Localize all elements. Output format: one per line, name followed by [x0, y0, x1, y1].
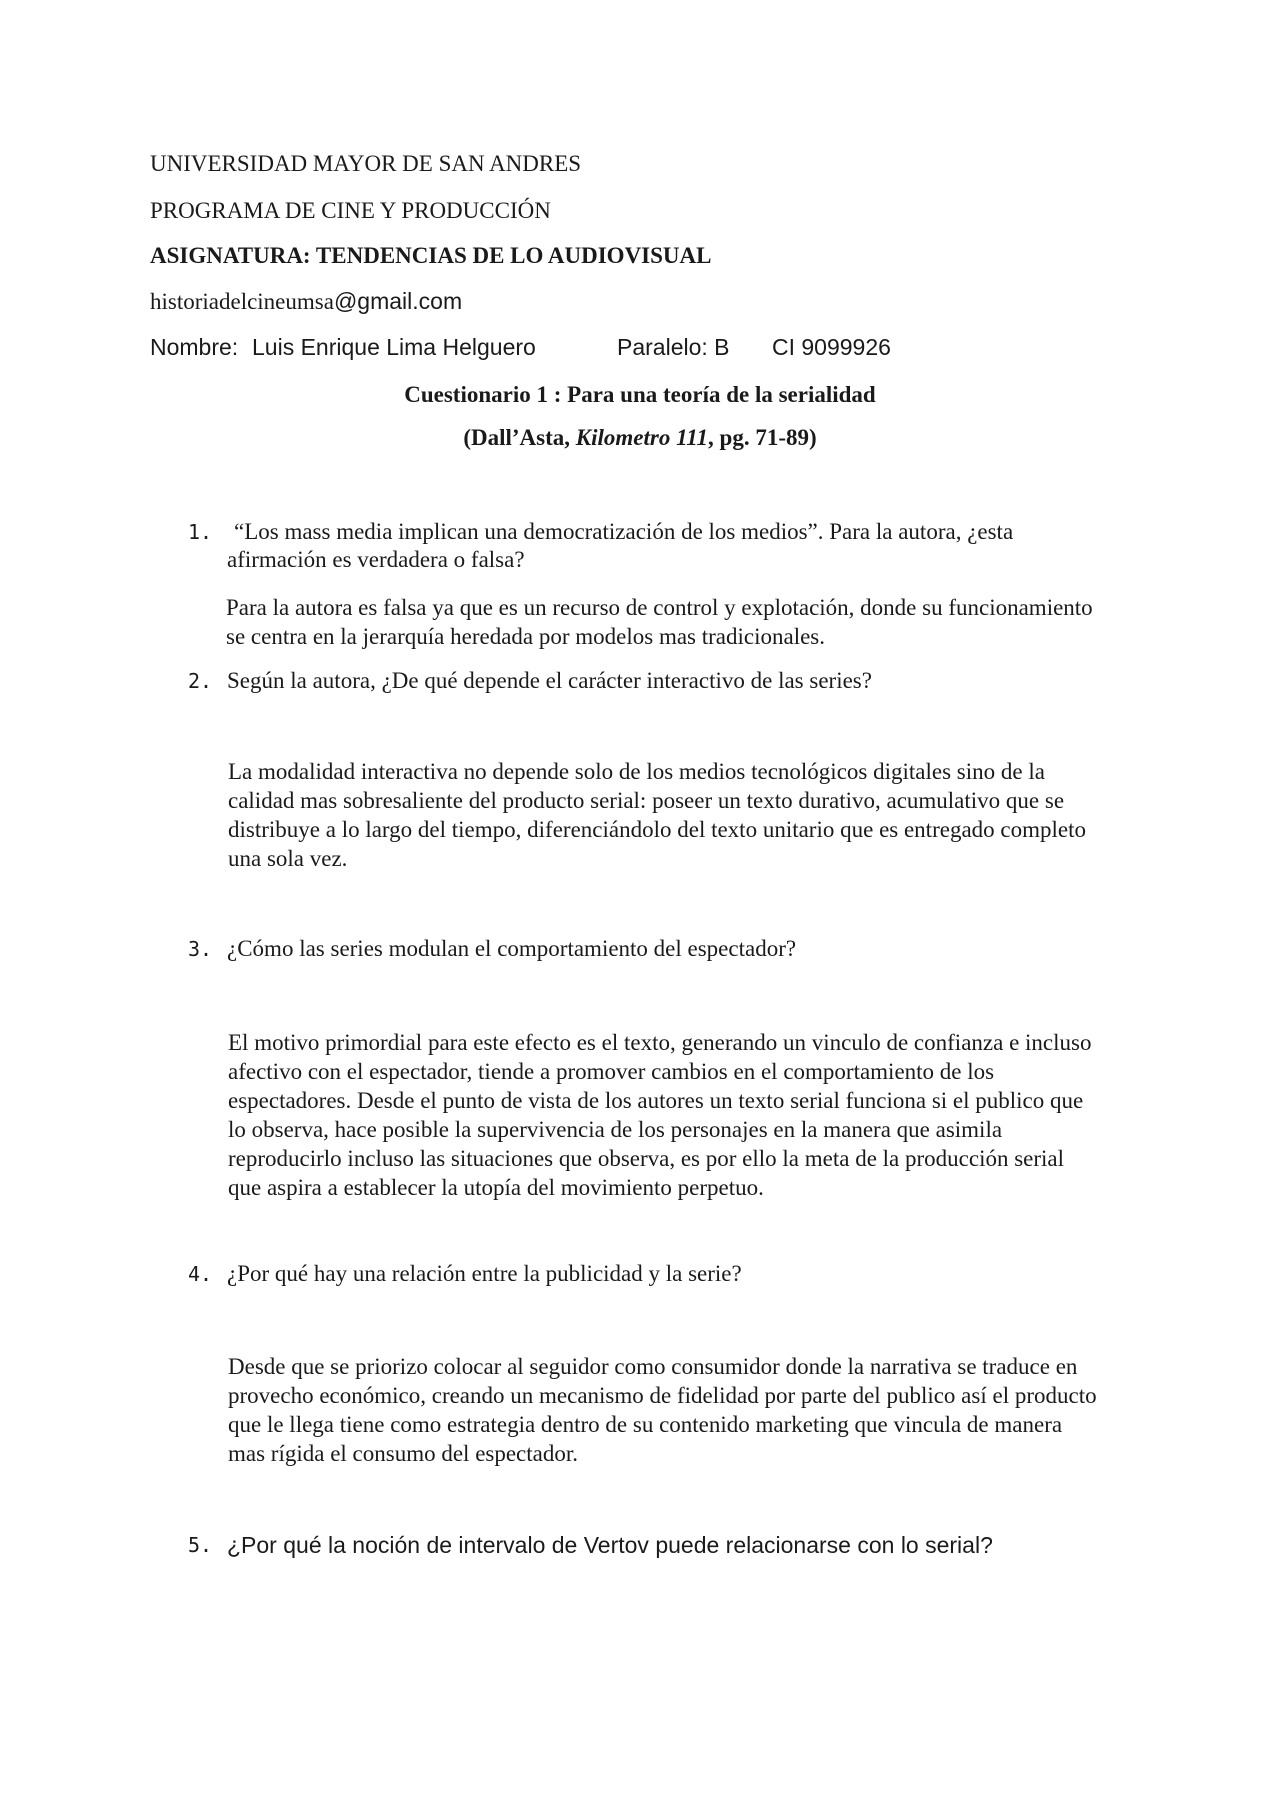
- reference-open: (Dall’Asta,: [463, 425, 576, 450]
- question-line: afirmación es verdadera o falsa?: [227, 547, 525, 572]
- answer-line: que aspira a establecer la utopía del movimiento perpetuo.: [228, 1175, 764, 1200]
- email-address: [150, 287, 462, 316]
- answer-4: [228, 1352, 1097, 1468]
- reference-line: [0, 424, 1280, 452]
- answer-line: afectivo con el espectador, tiende a promover cambios en el comportamiento de los: [228, 1059, 995, 1084]
- answer-line: calidad mas sobresaliente del producto serial: poseer un texto durativo, acumulativo que se: [228, 788, 1065, 813]
- reference-book: Kilometro 111: [575, 425, 709, 450]
- answer-line: La modalidad interactiva no depende solo de los medios tecnológicos digitales sino de la: [228, 759, 1045, 784]
- question-number: 1.: [188, 520, 213, 544]
- program-name: PROGRAMA DE CINE Y PRODUCCIÓN: [150, 198, 551, 223]
- answer-2: [228, 757, 1086, 873]
- answer-line: espectadores. Desde el punto de vista de los autores un texto serial funciona si el publico que: [228, 1088, 1084, 1113]
- answer-line: Desde que se priorizo colocar al seguidor como consumidor donde la narrativa se traduce en: [228, 1354, 1078, 1379]
- student-info-row: [150, 333, 891, 361]
- subject-title: ASIGNATURA: TENDENCIAS DE LO AUDIOVISUAL: [150, 243, 712, 268]
- question-line: ¿Por qué la noción de intervalo de Vertov puede relacionarse con lo serial?: [227, 1532, 993, 1558]
- questionnaire-title: Cuestionario 1 : Para una teoría de la serialidad: [404, 382, 876, 407]
- ci-number: CI 9099926: [772, 334, 891, 360]
- question-text: [227, 935, 1127, 963]
- email-local-part: historiadelcineumsa: [150, 289, 334, 314]
- paralelo: Paralelo: B: [617, 334, 730, 360]
- answer-line: distribuye a lo largo del tiempo, diferenciándolo del texto unitario que es entregado completo: [228, 817, 1086, 842]
- answer-line: que le llega tiene como estrategia dentro de su contenido marketing que vincula de manera: [228, 1412, 1063, 1437]
- answer-line: se centra en la jerarquía heredada por modelos mas tradicionales.: [226, 624, 826, 649]
- question-line: ¿Cómo las series modulan el comportamiento del espectador?: [227, 936, 797, 961]
- question-line: Según la autora, ¿De qué depende el carácter interactivo de las series?: [227, 668, 872, 693]
- email-domain: @gmail.com: [333, 288, 463, 314]
- question-text: [227, 667, 1127, 695]
- answer-3: [228, 1028, 1091, 1202]
- question-number: 3.: [188, 937, 213, 961]
- answer-line: lo observa, hace posible la supervivencia de los personajes en la manera que asimila: [228, 1117, 1003, 1142]
- answer-line: El motivo primordial para este efecto es el texto, generando un vinculo de confianza e incluso: [228, 1030, 1092, 1055]
- question-number: 5.: [188, 1533, 213, 1557]
- answer-1: [226, 593, 1093, 651]
- answer-line: una sola vez.: [228, 846, 348, 871]
- student-name: Luis Enrique Lima Helguero: [252, 334, 536, 360]
- question-number: 2.: [188, 669, 213, 693]
- answer-line: provecho económico, creando un mecanismo de fidelidad por parte del publico así el producto: [228, 1383, 1097, 1408]
- answer-line: reproducirlo incluso las situaciones que observa, es por ello la meta de la producción serial: [228, 1146, 1065, 1171]
- name-label: Nombre:: [150, 334, 239, 360]
- answer-line: mas rígida el consumo del espectador.: [228, 1441, 579, 1466]
- question-text: [227, 518, 1127, 574]
- university-name: UNIVERSIDAD MAYOR DE SAN ANDRES: [150, 151, 582, 176]
- question-line: ¿Por qué hay una relación entre la publicidad y la serie?: [227, 1261, 742, 1286]
- question-text: [227, 1531, 1127, 1559]
- question-line: “Los mass media implican una democratización de los medios”. Para la autora, ¿esta: [234, 519, 1014, 544]
- question-number: 4.: [188, 1262, 213, 1286]
- answer-line: Para la autora es falsa ya que es un recurso de control y explotación, donde su funcionamiento: [226, 595, 1093, 620]
- question-text: [227, 1260, 1127, 1288]
- reference-close: , pg. 71-89): [708, 425, 817, 450]
